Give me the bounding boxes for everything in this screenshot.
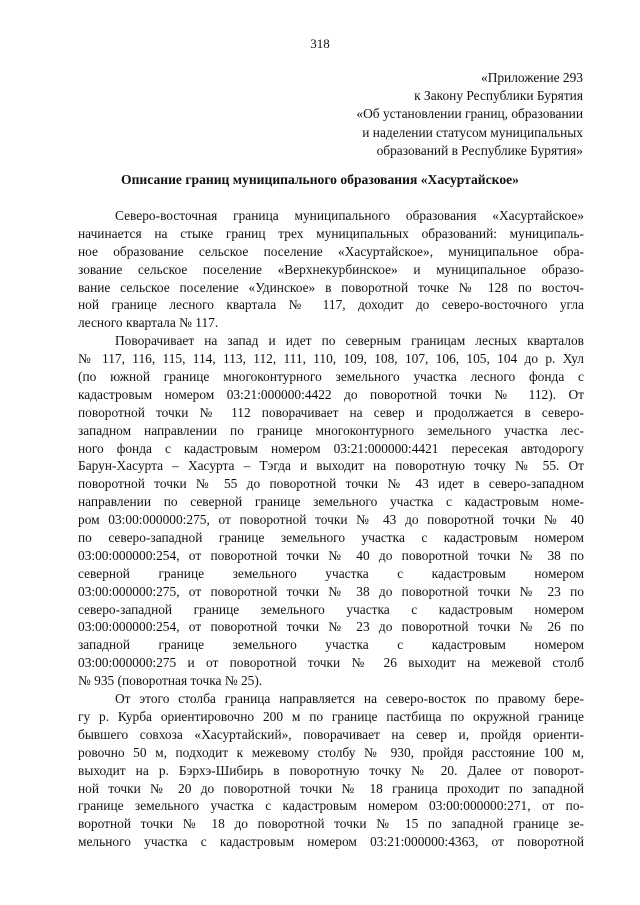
appendix-line: и наделении статусом муниципальных [362,124,583,140]
body-text [78,207,584,851]
appendix-line: к Закону Республики Бурятия [414,88,583,104]
text-line: ной точки № 20 до поворотной точки № 18 граница проходит по западной [78,780,584,796]
text-line: зование сельское поселение «Верхнекурбинское» и муниципальное образо- [78,261,584,277]
text-line: выходит на р. Бэрхэ-Шибирь в поворотную точку № 20. Далее от поворот- [78,762,584,778]
text-line: № 117, 116, 115, 114, 113, 112, 111, 110, 109, 108, 107, 106, 105, 104 до р. Хул [78,351,584,367]
text-line: 03:00:000000:275, от поворотной точки № 38 до поворотной точки № 23 по [78,583,584,599]
text-line: (по южной границе многоконтурного земельного участка лесного фонда с [78,369,584,385]
text-line: Северо-восточная граница муниципального образования «Хасуртайское» [115,208,584,223]
text-line: северной границе земельного участка с кадастровым номером [78,565,584,581]
text-line: западной границе земельного участка с кадастровым номером [78,637,584,653]
appendix-line: образований в Республике Бурятия» [376,142,583,158]
appendix-line: «Приложение 293 [481,70,583,85]
text-line: 03:00:000000:254, от поворотной точки № 23 до поворотной точки № 26 по [78,619,584,635]
text-line: ровочно 50 м, подходит к межевому столбу № 930, пройдя расстояние 100 м, [78,744,584,760]
text-line: Поворачивает на запад и идет по северным границам лесных кварталов [115,333,584,349]
text-line: направлении по северной границе земельного участка с кадастровым номе- [78,494,584,510]
text-line: бывшего совхоза «Хасуртайский», поворачивает на север и, пройдя ориенти- [78,726,584,742]
text-line: 03:00:000000:254, от поворотной точки № 40 до поворотной точки № 38 по [78,547,584,563]
text-line: ное образование сельское поселение «Хасуртайское», муниципальное обра- [78,243,584,259]
text-line: гу р. Курба ориентировочно 200 м по границе пастбища по окружной границе [78,708,584,724]
text-line: № 935 (поворотная точка № 25). [78,673,263,689]
text-line: кадастровым номером 03:21:000000:4422 до поворотной точки № 112). От [78,386,584,402]
text-line: воротной точки № 18 до поворотной точки № 15 по западной границе зе- [78,816,584,832]
text-line: мельного участка с кадастровым номером 03:21:000000:4363, от поворотной [78,834,584,850]
text-line: 03:00:000000:275 и от поворотной точки № 26 выходит на межевой столб [78,655,584,671]
text-line: ного фонда с кадастровым номером 03:21:000000:4421 пересекая автодорогу [78,440,584,456]
text-line: лесного квартала № 117. [78,315,219,331]
text-line: поворотной точки № 55 до поворотной точки № 43 идет в северо-западном [78,476,584,492]
text-line: границе земельного участка с кадастровым номером 03:00:000000:271, от по- [78,798,584,814]
text-line: Барун-Хасурта – Хасурта – Тэгда и выходит на поворотную точку № 55. От [78,458,584,474]
appendix-reference [356,69,583,160]
text-line: От этого столба граница направляется на северо-восток по правому бере- [115,691,584,707]
text-line: западном направлении по границе многоконтурного земельного участка лес- [78,422,584,438]
document-title: Описание границ муниципального образования «Хасуртайское» [121,172,519,187]
text-line: вание сельское поселение «Удинское» в поворотной точке № 128 по восточ- [78,279,584,295]
page-number: 318 [310,36,330,51]
text-line: северо-западной границе земельного участка с кадастровым номером [78,601,584,617]
text-line: ром 03:00:000000:275, от поворотной точки № 43 до поворотной точки № 40 [78,512,584,528]
text-line: по северо-западной границе земельного участка с кадастровым номером [78,530,584,546]
text-line: ной границе лесного квартала № 117, доходит до северо-восточного угла [78,297,584,313]
appendix-line: «Об установлении границ, образовании [356,106,583,122]
text-line: начинается на стыке границ трех муниципальных образований: муниципаль- [78,225,584,241]
text-line: поворотной точки № 112 поворачивает на север и продолжается в северо- [78,404,584,420]
